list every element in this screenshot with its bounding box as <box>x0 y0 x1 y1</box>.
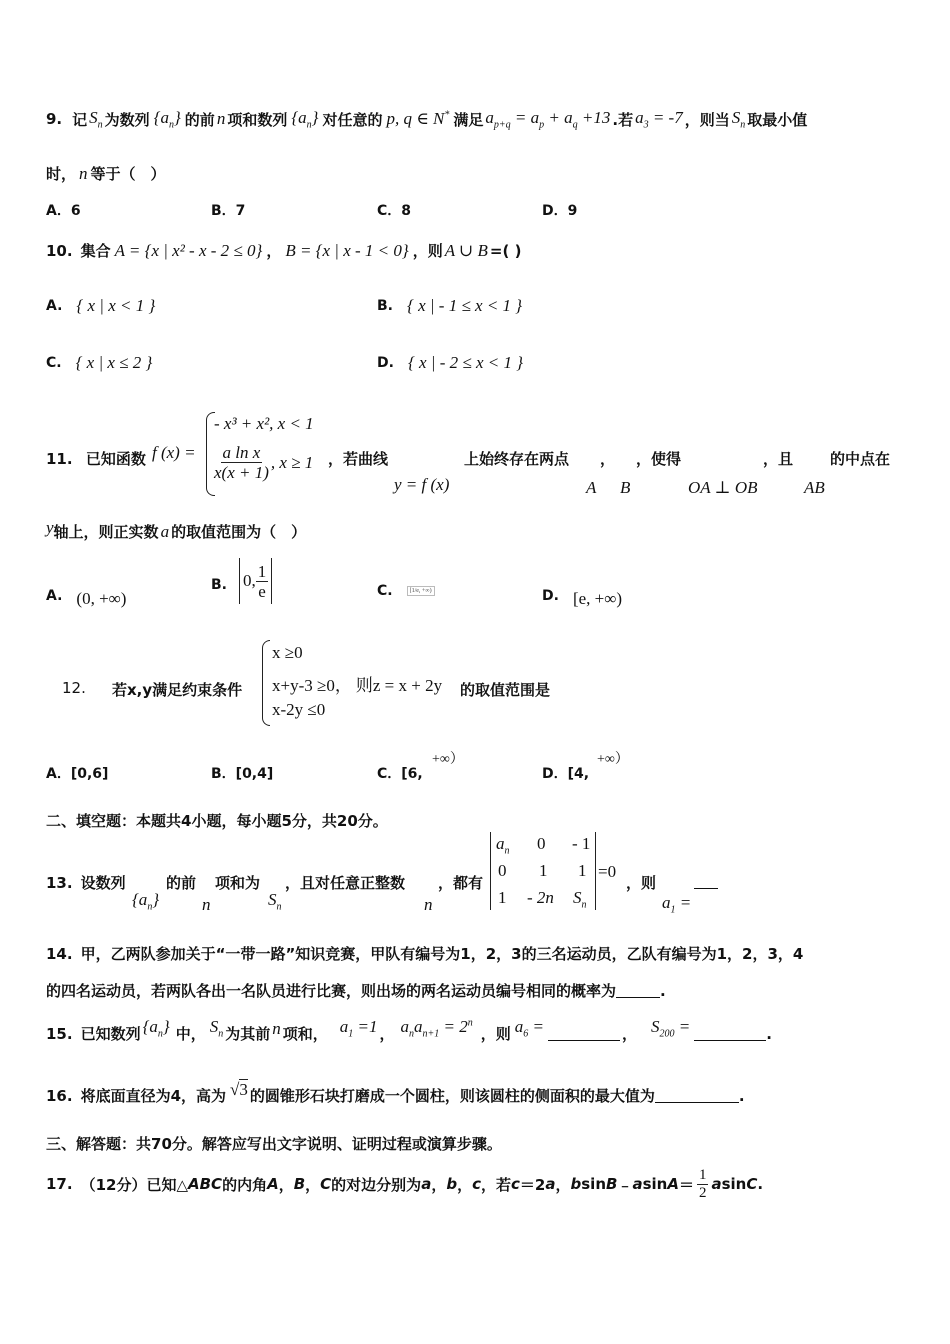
q12-option-b[interactable]: B．[0,4] <box>211 766 274 782</box>
q9-option-a[interactable]: A．6 <box>46 203 81 219</box>
q11-option-c[interactable]: C. [1/e, +∞) <box>377 583 435 599</box>
q11-option-a[interactable]: A. (0, +∞) <box>46 588 127 608</box>
exam-page: 9. 记 $S_n$ 为数列 $\{a_n\}$ 的前 n 项和数列 $\{a_n\}$ 对任意的 p, q ∈ N* 满足 $a_{p+q} = a_p + a_q +13$ .若 $a_3 = -7$ ，则当 $S_n$ 取最小值 时， n 等于（ ） A．6 B．7 C．8 D．9 10. 集合 A = {x | x² - x - 2 ≤ 0} ， B = {x | x - 1 < 0} ，则 A ∪ B =( ) A. { x | x < 1 } B. { x | - 1 ≤ x < 1 } C. { x | x ≤ 2 } D. { x | - 2 ≤ x < 1 } 11. 已知函数 f (x) = - x³ + x², x < 1 $\frac{\text{a ln x}}{x(x + 1)}$ , x ≥ 1 ，若曲线 上始终存在两点 ， ，使得 ，且 的中点在 y = f (x) A B OA ⊥ OB AB y 轴上，则正实数 a 的取值范围为（ ） A. (0, +∞) B. 0, $\frac{1}{e}$ C. [1/e, +∞) D. [e, +∞) 12. 若x,y满足约束条件 x ≥0 x+y-3 ≥0， 则z = x + 2y x-2y ≤0 的取值范围是 A．[0,6] B．[0,4] C．[6, +∞） D．[4, +∞） 二、填空题：本题共4小题，每小题5分，共20分。 13. 设数列 的前 项和为 ，且对任意正整数 ，都有 $\{a_n\}$ n $S_n$ n $a_n$ 0 - 1 0 1 1 1 - 2n $S_n$ =0 ，则 $a_1$ = 14. 甲，乙两队参加关于“一带一路”知识竞赛，甲队有编号为1，2，3的三名运动员，乙队有编号为1，2，3，4 的四名运动员，若两队各出一名队员进行比赛，则出场的两名运动员编号相同的概率为 . 15. 已知数列 $\{a_n\}$ 中， $S_n$ 为其前 n 项和， $a_1 =1$ ， $a_na_{n+1} = 2^n$ ，则 $a_6$ = ， $S_{200}$ = . 16. 将底面直径为4，高为 √3 的圆锥形石块打磨成一个圆柱，则该圆柱的侧面积的最大值为 . 三、解答题：共70分。解答应写出文字说明、证明过程或演算步骤。 17. （12分）已知△ ABC 的内角 A ， B ， C 的对边分别为 a ， b ， c ，若 c ＝2 a ， b sin B ﹣ a sin A ＝ $\frac{1}{2}$ a sin C . <box>0 0 950 1344</box>
question-9: 9. 记 $S_n$ 为数列 $\{a_n\}$ 的前 n 项和数列 $\{a_n\}$ 对任意的 p, q ∈ N* 满足 $a_{p+q} = a_p + a_q +13$ .若 $a_3 = -7$ ，则当 $S_n$ 取最小值 <box>46 108 808 131</box>
q12-option-c[interactable]: C．[6, <box>377 766 423 782</box>
q14-answer-blank[interactable] <box>616 983 660 998</box>
q11-curve: y = f (x) <box>394 475 450 494</box>
question-14: 14. 甲，乙两队参加关于“一带一路”知识竞赛，甲队有编号为1，2，3的三名运动员，乙队有编号为1，2，3，4 <box>46 945 804 963</box>
question-17: 17. （12分）已知△ ABC 的内角 A ， B ， C 的对边分别为 a ， b ， c ，若 c ＝2 a ， b sin B ﹣ a sin A ＝ $\frac{1}{2}$ a sin C . <box>46 1166 764 1201</box>
q11-fx: f (x) = <box>152 443 196 462</box>
section-2-heading: 二、填空题：本题共4小题，每小题5分，共20分。 <box>46 812 388 830</box>
q10-option-d[interactable]: D. { x | - 2 ≤ x < 1 } <box>377 353 524 372</box>
question-9-line-2: 时， n 等于（ ） <box>46 163 166 183</box>
q11-option-b[interactable]: B. 0, $\frac{1}{e}$ <box>211 558 272 604</box>
q13-answer-blank[interactable] <box>694 872 718 889</box>
q9-number: 9. <box>46 110 63 129</box>
q12-option-d[interactable]: D．[4, <box>542 766 590 782</box>
q16-answer-blank[interactable] <box>655 1088 739 1103</box>
q10-option-c[interactable]: C. { x | x ≤ 2 } <box>46 353 153 372</box>
q10-option-a[interactable]: A. { x | x < 1 } <box>46 296 156 315</box>
q11-number: 11. 已知函数 <box>46 450 146 468</box>
q11-case-1: - x³ + x², x < 1 <box>214 414 314 433</box>
question-10: 10. 集合 A = {x | x² - x - 2 ≤ 0} ， B = {x | x - 1 < 0} ，则 A ∪ B =( ) <box>46 240 522 260</box>
q11-case-2: $\frac{\text{a ln x}}{x(x + 1)}$ , x ≥ 1 <box>214 443 314 482</box>
q9-option-c[interactable]: C．8 <box>377 203 412 219</box>
section-3-heading: 三、解答题：共70分。解答应写出文字说明、证明过程或演算步骤。 <box>46 1135 502 1153</box>
q12-option-a[interactable]: A．[0,6] <box>46 766 109 782</box>
q9-option-b[interactable]: B．7 <box>211 203 246 219</box>
q11-option-d[interactable]: D. [e, +∞) <box>542 588 623 608</box>
q15-a6-blank[interactable] <box>548 1026 620 1041</box>
question-15: 15. 已知数列 $\{a_n\}$ 中， $S_n$ 为其前 n 项和， $a_1 =1$ ， $a_na_{n+1} = 2^n$ ，则 $a_6$ = ， $S_{200}$ = . <box>46 1017 772 1043</box>
q12-constraint-brace <box>262 640 270 726</box>
q9-option-d[interactable]: D．9 <box>542 203 578 219</box>
question-11-line-2: y 轴上，则正实数 a 的取值范围为（ ） <box>46 517 307 541</box>
q15-s200-blank[interactable] <box>694 1026 766 1041</box>
q10-option-b[interactable]: B. { x | - 1 ≤ x < 1 } <box>377 296 523 315</box>
question-16: 16. 将底面直径为4，高为 √3 的圆锥形石块打磨成一个圆柱，则该圆柱的侧面积的最大值为 . <box>46 1079 745 1105</box>
